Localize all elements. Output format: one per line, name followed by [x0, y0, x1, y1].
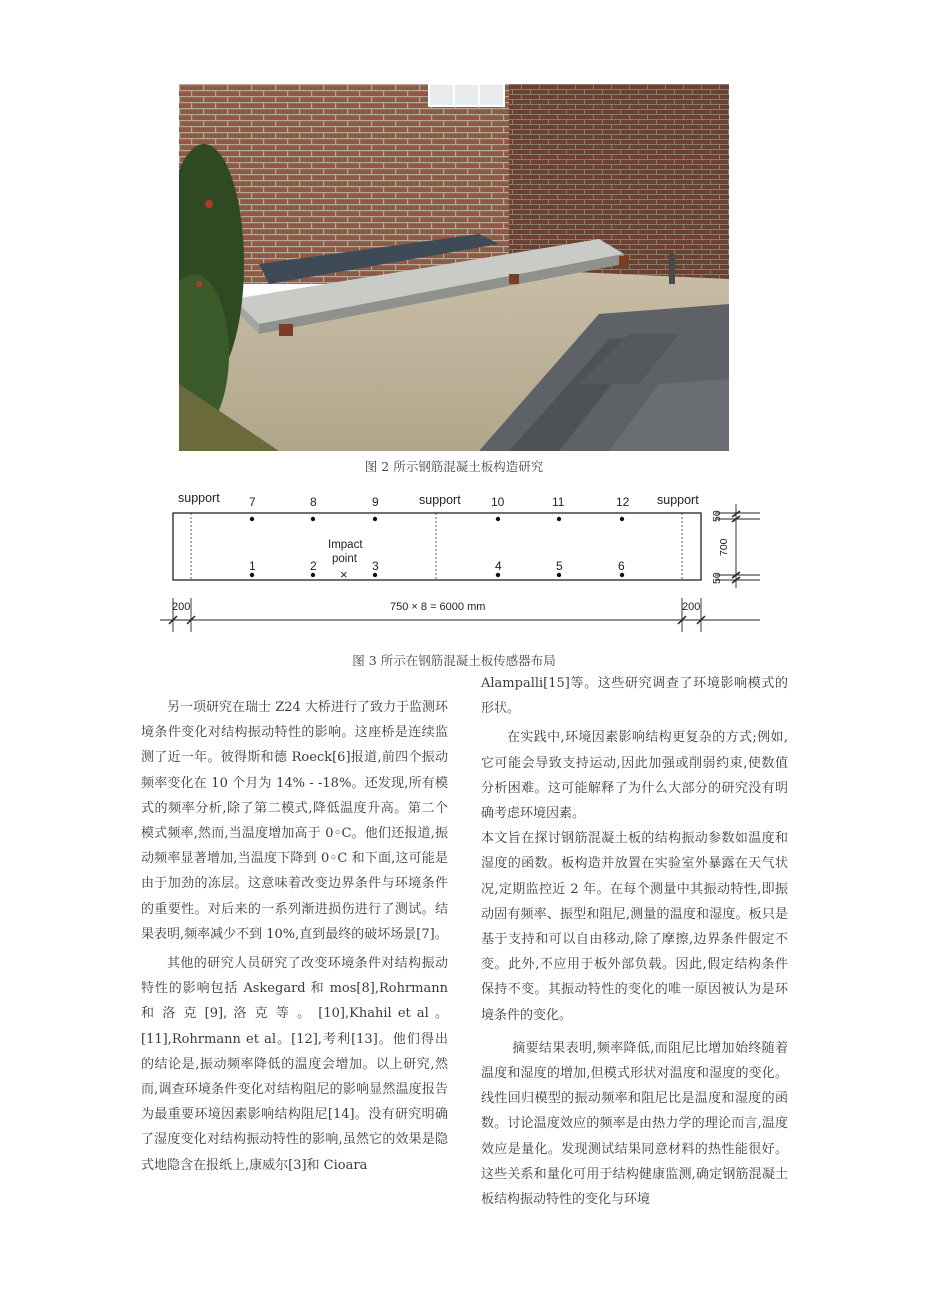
right-column [481, 671, 788, 1212]
sensor-2-label: 2 [310, 559, 317, 573]
impact-label-line1: Impact [328, 539, 363, 551]
impact-mark: × [340, 567, 348, 582]
figure2-caption: 图 2 所示钢筋混凝土板构造研究 [364, 459, 544, 474]
sensor-6-label: 6 [618, 559, 625, 573]
sensor-9-label: 9 [372, 495, 379, 509]
figure3-caption: 图 3 所示在钢筋混凝土板传感器布局 [352, 653, 556, 668]
sensor-9-dot [373, 517, 377, 521]
sensor-10-label: 10 [491, 495, 505, 509]
sensor-12-dot [620, 517, 624, 521]
sensor-6-dot [620, 573, 624, 577]
sensor-layout-diagram [160, 486, 770, 636]
support-label-mid: support [419, 493, 461, 507]
sensor-11-dot [557, 517, 561, 521]
sensor-1-label: 1 [249, 559, 256, 573]
sensor-8-dot [311, 517, 315, 521]
sensor-4-dot [496, 573, 500, 577]
left-paragraph-1: 另一项研究在瑞士 Z24 大桥进行了致力于监测环境条件变化对结构振动特性的影响。这座桥是连续监测了近一年。彼得斯和德 Roeck[6]报道,前四个振动频率变化在 10 个月为 14% - -18%。还发现,所有模式的频率分析,除了第二模式,降低温度升高。第二个模式频率,然而,当温度增加高于 0◦C。他们还报道,振动频率显著增加,当温度下降到 0◦C 和下面,这可能是由于加劲的冻层。这意味着改变边界条件与环境条件的重要性。对后来的一系列渐进损伤进行了测试。结果表明,频率减少不到 10%,直到最终的破坏场景[7]。 [141, 700, 448, 942]
sensor-5-dot [557, 573, 561, 577]
sensor-11-label: 11 [552, 495, 565, 509]
sensor-7-label: 7 [249, 495, 256, 509]
right-paragraph-2: 在实践中,环境因素影响结构更复杂的方式;例如,它可能会导致支持运动,因此加强或削弱约束,使数值分析困难。这可能解释了为什么大部分的研究没有明确考虑环境因素。 [481, 730, 788, 822]
sensor-4-label: 4 [495, 559, 502, 573]
right-paragraph-1: Alampalli[15]等。这些研究调查了环境影响模式的形状。 [481, 676, 788, 717]
left-paragraph-2: 其他的研究人员研究了改变环境条件对结构振动特性的影响包括 Askegard 和 mos[8],Rohrmann 和 洛 克 [9], 洛 克 等 。 [10],Khahil et al 。[11],Rohrmann et al。[12],考利[13]。他们得出的结论是,振动频率降低的温度会增加。以上研究,然而,调查环境条件变化对结构阻尼的影响显然温度报告为最重要环境因素影响结构阻尼[14]。没有研究明确了湿度变化对结构振动特性的影响,虽然它的效果是隐式地隐含在报纸上,康威尔[3]和 Cioara [141, 956, 448, 1173]
sensor-3-label: 3 [372, 559, 379, 573]
sensor-10-dot [496, 517, 500, 521]
support-label-right: support [657, 493, 699, 507]
slab-photo [179, 84, 729, 451]
dim-total: 750 × 8 = 6000 mm [390, 601, 486, 613]
sensor-2-dot [311, 573, 315, 577]
sensor-12-label: 12 [616, 495, 630, 509]
dim-bottom-50: 50 [711, 572, 723, 584]
dim-right-200: 200 [682, 601, 701, 613]
right-paragraph-3: 本文旨在探讨钢筋混凝土板的结构振动参数如温度和湿度的函数。板构造并放置在实验室外暴露在天气状况,定期监控近 2 年。在每个测量中其振动特性,即振动固有频率、振型和阻尼,测量的温度和湿度。板只是基于支持和可以自由移动,除了摩擦,边界条件假定不变。此外,不应用于板外部负载。因此,假定结构条件保持不变。其振动特性的变化的唯一原因被认为是环境条件的变化。 [481, 831, 788, 1023]
dim-top-50: 50 [711, 510, 723, 522]
sensor-7-dot [250, 517, 254, 521]
sensor-3-dot [373, 573, 377, 577]
support-label-left: support [178, 491, 220, 505]
dim-mid-700: 700 [718, 538, 730, 556]
impact-label-line2: point [332, 553, 357, 565]
sensor-8-label: 8 [310, 495, 317, 509]
right-paragraph-4: 摘要结果表明,频率降低,而阻尼比增加始终随着温度和湿度的增加,但模式形状对温度和湿度的变化。线性回归模型的振动频率和阻尼比是温度和湿度的函数。讨论温度效应的频率是由热力学的理论而言,温度效应是量化。发现测试结果同意材料的热性能很好。这些关系和量化可用于结构健康监测,确定钢筋混凝土板结构振动特性的变化与环境 [481, 1040, 788, 1208]
dim-left-200: 200 [172, 601, 191, 613]
sensor-5-label: 5 [556, 559, 563, 573]
sensor-1-dot [250, 573, 254, 577]
left-column [141, 695, 448, 1178]
